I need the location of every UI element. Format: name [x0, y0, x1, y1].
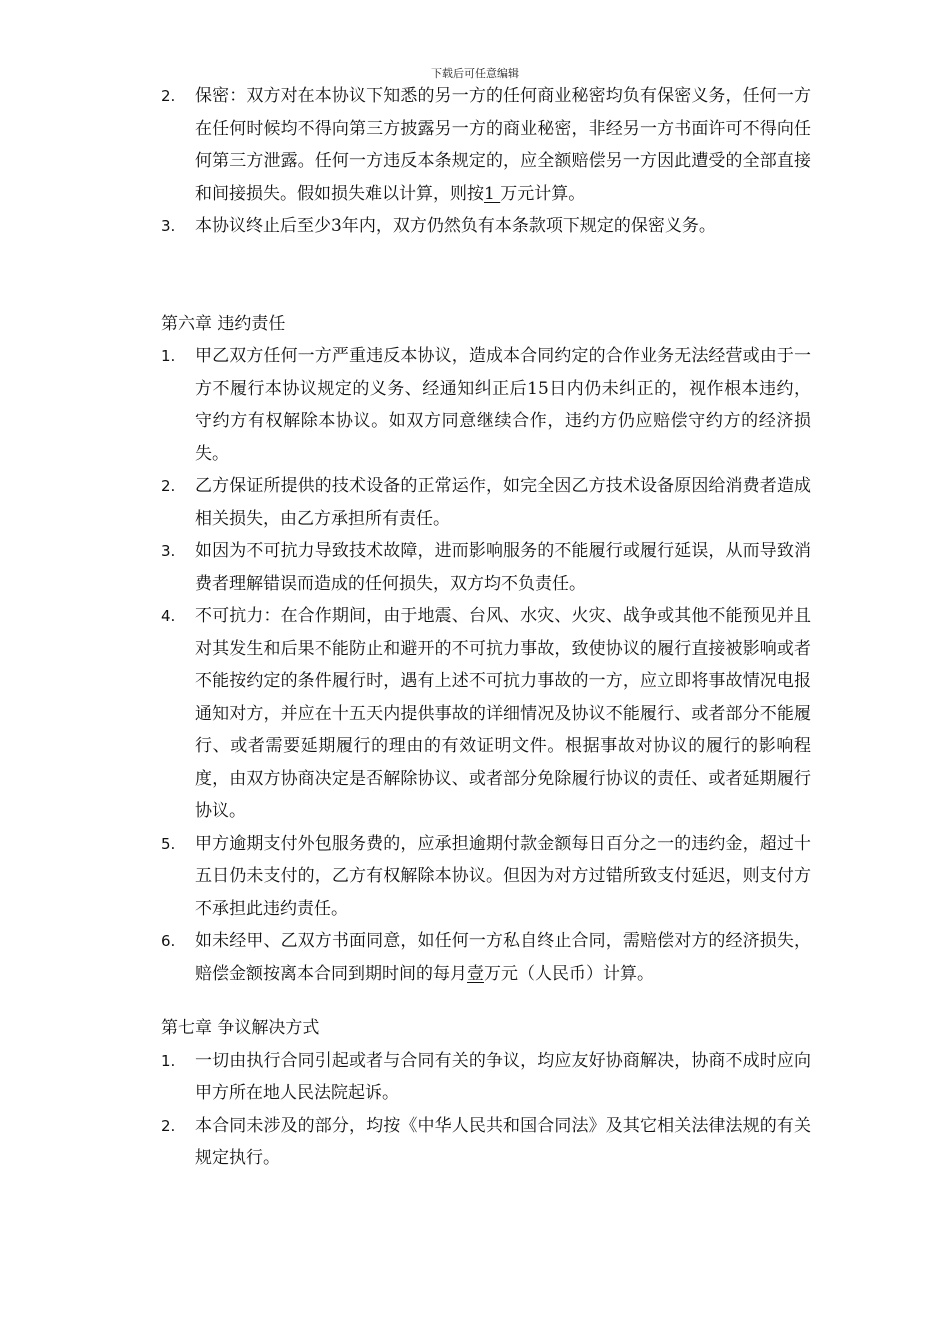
list-item: [161, 80, 811, 210]
item-number: 3.: [161, 217, 176, 235]
header-note: 下载后可任意编辑: [431, 67, 519, 80]
list-item: [161, 600, 811, 828]
item-text: 如因为不可抗力导致技术故障，进而影响服务的不能履行或履行延误，从而导致消费者理解错误而造成的任何损失，双方均不负责任。: [195, 541, 811, 594]
item-text: 甲乙双方任何一方严重违反本协议，造成本合同约定的合作业务无法经营或由于一方不履行本协议规定的义务、经通知纠正后15日内仍未纠正的，视作根本违约，守约方有权解除本协议。如双方同意继续合作，违约方仍应赔偿守约方的经济损失。: [195, 346, 811, 464]
item-number: 2.: [161, 477, 176, 495]
list-item: [161, 1110, 811, 1175]
item-number: 1.: [161, 1051, 176, 1070]
underlined-amount: 1: [484, 183, 501, 204]
item-number: 6.: [161, 932, 176, 950]
item-text: [195, 925, 811, 990]
item-number: 3.: [161, 542, 176, 560]
item-number: 2.: [161, 1116, 176, 1135]
item-text: 乙方保证所提供的技术设备的正常运作，如完全因乙方技术设备原因给消费者造成相关损失，由乙方承担所有责任。: [195, 476, 811, 529]
item-text: 一切由执行合同引起或者与合同有关的争议，均应友好协商解决，协商不成时应向甲方所在地人民法院起诉。: [195, 1050, 811, 1103]
text-segment: 保密：双方对在本协议下知悉的另一方的任何商业秘密均负有保密义务，任何一方在任何时候均不得向第三方披露另一方的商业秘密，非经另一方书面许可不得向任何第三方泄露。任何一方违反本条规定的，应全额赔偿另一方因此遭受的全部直接和间接损失。假如损失难以计算，则按: [195, 86, 811, 204]
item-number: 5.: [161, 834, 176, 853]
document-body: [161, 80, 811, 1175]
list-item: [161, 1045, 811, 1110]
list-item: [161, 925, 811, 990]
list-item: [161, 828, 811, 926]
chapter-title: 第六章 违约责任: [161, 313, 286, 334]
list-item: [161, 470, 811, 535]
item-text: 甲方逾期支付外包服务费的，应承担逾期付款金额每日百分之一的违约金，超过十五日仍未支付的，乙方有权解除本协议。但因为对方过错所致支付延迟，则支付方不承担此违约责任。: [195, 833, 811, 919]
underlined-amount: 壹: [467, 963, 484, 984]
item-text: 不可抗力：在合作期间，由于地震、台风、水灾、火灾、战争或其他不能预见并且对其发生和后果不能防止和避开的不可抗力事故，致使协议的履行直接被影响或者不能按约定的条件履行时，遇有上述不可抗力事故的一方，应立即将事故情况电报通知对方，并应在十五天内提供事故的详细情况及协议不能履行、或者部分不能履行、或者需要延期履行的理由的有效证明文件。根据事故对协议的履行的影响程度，由双方协商决定是否解除协议、或者部分免除履行协议的责任、或者延期履行协议。: [195, 606, 811, 821]
item-text: [195, 80, 811, 210]
item-text: 本协议终止后至少3年内，双方仍然负有本条款项下规定的保密义务。: [195, 216, 716, 236]
text-segment: 万元计算。: [500, 183, 586, 204]
text-segment: 万元（人民币）计算。: [484, 963, 654, 984]
item-number: 2.: [161, 87, 176, 105]
item-number: 1.: [161, 347, 176, 365]
text-segment: 如未经甲、乙双方书面同意，如任何一方私自终止合同，需赔偿对方的经济损失，赔偿金额按离本合同到期时间的每月: [195, 931, 811, 984]
list-item: [161, 535, 811, 600]
chapter-title: 第七章 争议解决方式: [161, 1018, 320, 1038]
list-item: [161, 210, 811, 243]
list-item: [161, 340, 811, 470]
item-number: 4.: [161, 607, 176, 625]
item-text: 本合同未涉及的部分，均按《中华人民共和国合同法》及其它相关法律法规的有关规定执行。: [195, 1115, 811, 1168]
